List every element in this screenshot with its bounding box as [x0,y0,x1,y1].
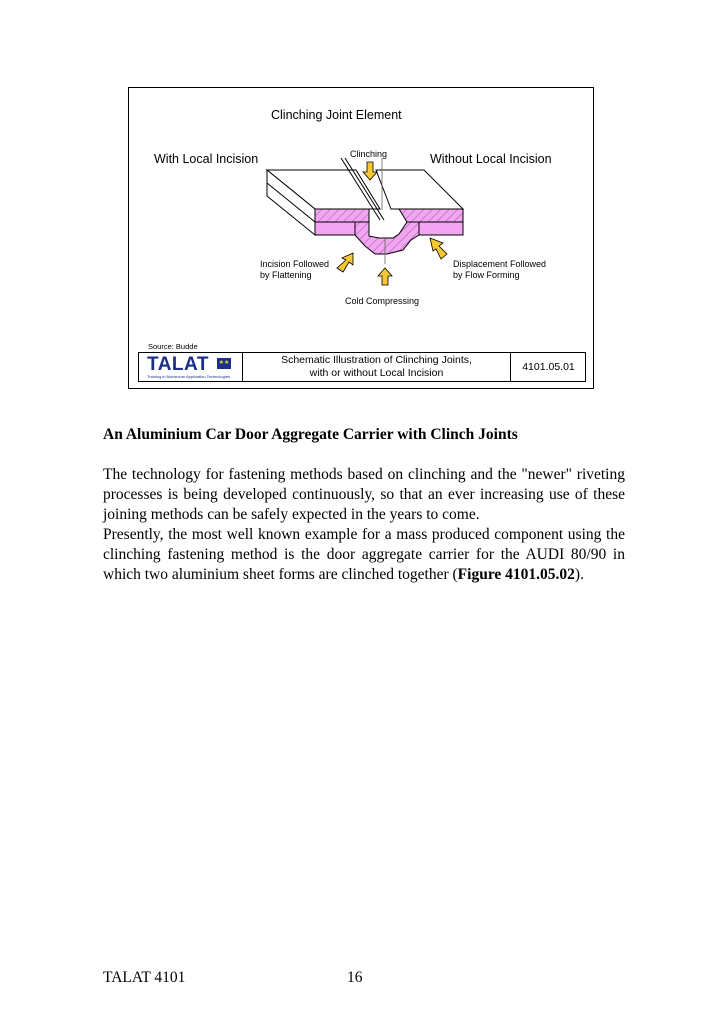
talat-logo: TALAT [147,354,209,375]
paragraph-2-end: ). [574,566,584,583]
label-incision-line1: Incision Followed [260,259,330,269]
arrow-clinching [363,162,377,180]
label-without-local-incision: Without Local Incision [430,152,552,166]
figure-caption [243,354,510,379]
caption-box [138,352,586,382]
figure-source: Source: Budde [148,342,198,351]
figure-caption-line2: with or without Local Incision [309,366,444,379]
figure-title: Clinching Joint Element [271,108,402,122]
arrow-cold-compressing [378,268,392,285]
arrow-incision [337,253,353,272]
upper-sheet-front-left [315,209,369,222]
label-with-local-incision: With Local Incision [154,152,259,166]
upper-sheet-front-right [399,209,463,222]
paragraph-1: The technology for fastening methods based on clinching and the "newer" riveting processes is being developed continuously, so that an ever increasing use of these joining methods can be safely expected in the years to come. [103,466,625,523]
page-number: 16 [347,969,363,986]
eu-flag-icon: ★★ [217,358,231,369]
arrow-displacement [430,238,447,259]
clinched-cup [355,222,419,254]
talat-logo-subtitle: Training in Aluminium Application Technologies [147,374,230,379]
upper-sheet-top-right [376,170,463,209]
clinching-joint-diagram [129,88,595,390]
figure-caption-line1: Schematic Illustration of Clinching Joints, [281,354,472,366]
figure-number: 4101.05.01 [522,361,575,373]
paragraph-2-text: Presently, the most well known example for a mass produced component using the clinching fastening method is the door aggregate carrier for the AUDI 80/90 in which two aluminium sheet forms are clinched together ( [103,526,625,583]
figure-reference: Figure 4101.05.02 [457,566,575,583]
figure-frame [128,87,594,389]
lower-sheet-front-right [419,222,463,235]
label-clinching: Clinching [350,149,388,159]
label-cold-compressing: Cold Compressing [345,296,420,306]
label-incision-line2: by Flattening [260,270,312,280]
lower-sheet-front-left [315,222,355,235]
label-displacement-line1: Displacement Followed [453,259,547,269]
label-displacement-line2: by Flow Forming [453,270,520,280]
footer-document-id: TALAT 4101 [103,969,186,986]
paragraph-2 [103,525,625,585]
section-heading: An Aluminium Car Door Aggregate Carrier with Clinch Joints [103,426,518,443]
